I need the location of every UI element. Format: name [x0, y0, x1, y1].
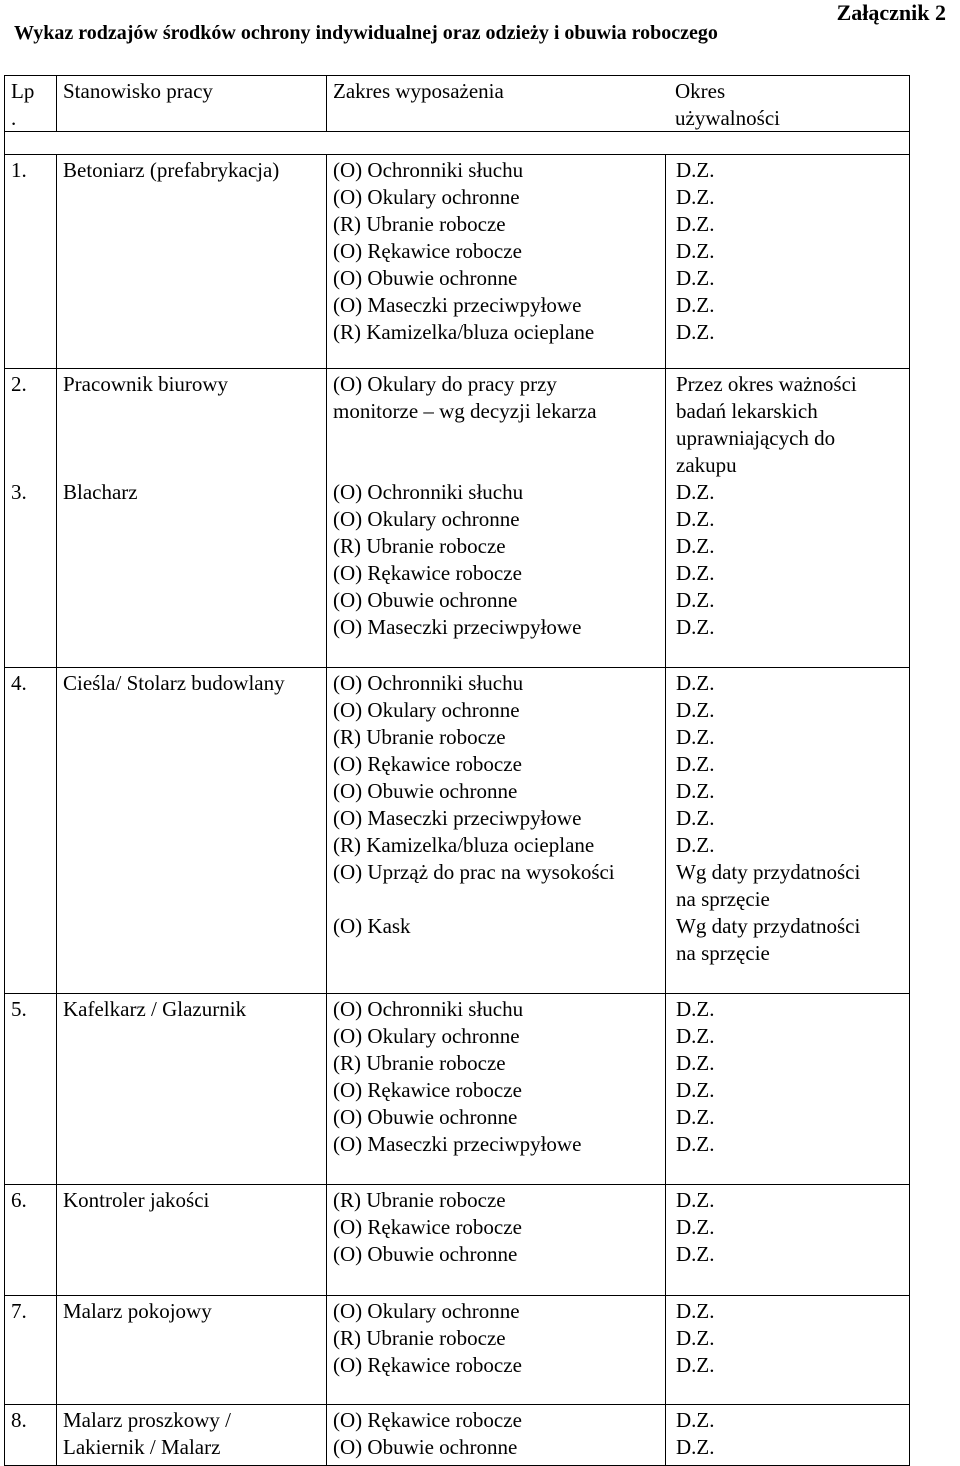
period-value: D.Z.: [676, 1353, 715, 1377]
equipment-item: [333, 886, 659, 913]
equipment-item: (O) Uprząż do prac na wysokości: [333, 860, 615, 884]
equipment-item: (O) Obuwie ochronne: [333, 779, 518, 803]
period-value: D.Z.: [676, 698, 715, 722]
period-value: D.Z.: [676, 1024, 715, 1048]
period-cell: [665, 369, 909, 477]
period-value: D.Z.: [676, 615, 715, 639]
period-value: D.Z.: [676, 1215, 715, 1239]
position-name: Pracownik biurowy: [63, 372, 229, 396]
equipment-item: (O) Ochronniki słuchu: [333, 480, 524, 504]
row-number: 7.: [5, 1296, 57, 1404]
position-name: Betoniarz (prefabrykacja): [63, 158, 280, 182]
table-body: [5, 155, 909, 1465]
equipment-item: monitorze – wg decyzji lekarza: [333, 399, 597, 423]
period-value: D.Z.: [676, 266, 715, 290]
equipment-item: (O) Maseczki przeciwpyłowe: [333, 615, 582, 639]
table-header-row: [5, 76, 909, 132]
equipment-item: (O) Okulary ochronne: [333, 507, 520, 531]
equipment-item: (O) Obuwie ochronne: [333, 1435, 518, 1459]
equipment-item: (R) Kamizelka/bluza ocieplane: [333, 833, 595, 857]
equipment-cell: [327, 994, 665, 1184]
equipment-cell: [327, 155, 665, 368]
equipment-item: (O) Kask: [333, 914, 411, 938]
period-value: D.Z.: [676, 1051, 715, 1075]
equipment-item: (O) Maseczki przeciwpyłowe: [333, 806, 582, 830]
equipment-item: (R) Kamizelka/bluza ocieplane: [333, 320, 595, 344]
equipment-item: (O) Obuwie ochronne: [333, 588, 518, 612]
period-value: D.Z.: [676, 671, 715, 695]
row-number: 1.: [5, 155, 57, 368]
period-value: D.Z.: [676, 1132, 715, 1156]
equipment-item: (O) Okulary ochronne: [333, 185, 520, 209]
position-name: Lakiernik / Malarz: [63, 1435, 221, 1459]
header-lp-text: Lp: [11, 79, 35, 103]
period-value: D.Z.: [676, 185, 715, 209]
period-cell: [665, 668, 909, 993]
period-cell: [665, 155, 909, 368]
period-value: D.Z.: [676, 752, 715, 776]
header-period-line1: Okres: [675, 79, 726, 103]
period-value: D.Z.: [676, 1326, 715, 1350]
period-cell: [665, 1185, 909, 1295]
equipment-item: (R) Ubranie robocze: [333, 212, 506, 236]
period-cell: [665, 1296, 909, 1404]
position-name: Kafelkarz / Glazurnik: [63, 997, 247, 1021]
period-value: D.Z.: [676, 997, 715, 1021]
equipment-item: (O) Rękawice robocze: [333, 1353, 522, 1377]
equipment-item: (O) Rękawice robocze: [333, 1408, 522, 1432]
row-number: 6.: [5, 1185, 57, 1295]
equipment-item: (O) Ochronniki słuchu: [333, 158, 524, 182]
equipment-cell: [327, 1185, 665, 1295]
period-value: uprawniających do: [676, 426, 836, 450]
header-period-line2: używalności: [675, 106, 780, 130]
header-lp-text-dot: .: [11, 106, 17, 130]
equipment-item: (O) Obuwie ochronne: [333, 1105, 518, 1129]
document-title: Wykaz rodzajów środków ochrony indywidualnej oraz odzieży i obuwia roboczego: [14, 22, 718, 44]
period-value: D.Z.: [676, 833, 715, 857]
row-number: 4.: [5, 668, 57, 993]
period-value: zakupu: [676, 453, 737, 477]
period-value: D.Z.: [676, 507, 715, 531]
table-spacer-row: [5, 132, 909, 155]
position-cell: [57, 369, 327, 477]
period-value: D.Z.: [676, 561, 715, 585]
row-number: 3.: [5, 477, 57, 667]
header-period: [665, 76, 909, 131]
period-value: D.Z.: [676, 320, 715, 344]
period-value: Wg daty przydatności: [676, 860, 861, 884]
period-value: badań lekarskich: [676, 399, 818, 423]
position-cell: [57, 1296, 327, 1404]
position-name: Malarz proszkowy /: [63, 1408, 231, 1432]
equipment-item: (O) Okulary ochronne: [333, 698, 520, 722]
period-value: D.Z.: [676, 1078, 715, 1102]
equipment-cell: [327, 369, 665, 477]
equipment-item: (O) Maseczki przeciwpyłowe: [333, 1132, 582, 1156]
header-lp: [5, 76, 57, 131]
table-row: [5, 1405, 909, 1465]
position-cell: [57, 994, 327, 1184]
period-value: Przez okres ważności: [676, 372, 857, 396]
period-value: D.Z.: [676, 534, 715, 558]
equipment-item: (R) Ubranie robocze: [333, 725, 506, 749]
table-row: [5, 1296, 909, 1405]
position-name: Malarz pokojowy: [63, 1299, 212, 1323]
equipment-cell: [327, 1296, 665, 1404]
table-row: [5, 994, 909, 1185]
equipment-item: (O) Maseczki przeciwpyłowe: [333, 293, 582, 317]
row-number: 8.: [5, 1405, 57, 1465]
table-row: [5, 155, 909, 369]
equipment-table: [4, 75, 910, 1466]
equipment-item: (R) Ubranie robocze: [333, 1188, 506, 1212]
period-value: D.Z.: [676, 806, 715, 830]
equipment-item: (R) Ubranie robocze: [333, 1051, 506, 1075]
position-cell: [57, 668, 327, 993]
equipment-cell: [327, 477, 665, 667]
equipment-item: (O) Rękawice robocze: [333, 1215, 522, 1239]
period-value: D.Z.: [676, 1435, 715, 1459]
position-cell: [57, 477, 327, 667]
period-value: na sprzęcie: [676, 887, 770, 911]
annex-label: Załącznik 2: [836, 0, 946, 25]
period-value: D.Z.: [676, 1242, 715, 1266]
period-value: Wg daty przydatności: [676, 914, 861, 938]
equipment-item: (O) Obuwie ochronne: [333, 266, 518, 290]
period-value: D.Z.: [676, 588, 715, 612]
equipment-item: (O) Ochronniki słuchu: [333, 671, 524, 695]
equipment-item: (O) Okulary ochronne: [333, 1299, 520, 1323]
position-name: Blacharz: [63, 480, 138, 504]
equipment-item: (O) Rękawice robocze: [333, 239, 522, 263]
period-value: D.Z.: [676, 480, 715, 504]
header-position: Stanowisko pracy: [57, 76, 327, 131]
table-row: [5, 668, 909, 994]
table-row: [5, 477, 909, 668]
period-value: D.Z.: [676, 158, 715, 182]
table-row: [5, 1185, 909, 1296]
spacer-cell: [5, 132, 909, 154]
period-value: D.Z.: [676, 1299, 715, 1323]
position-cell: [57, 155, 327, 368]
equipment-item: (O) Obuwie ochronne: [333, 1242, 518, 1266]
equipment-item: (O) Ochronniki słuchu: [333, 997, 524, 1021]
period-value: D.Z.: [676, 1408, 715, 1432]
equipment-item: (O) Okulary ochronne: [333, 1024, 520, 1048]
row-number: 2.: [5, 369, 57, 477]
equipment-item: (R) Ubranie robocze: [333, 534, 506, 558]
position-cell: [57, 1405, 327, 1465]
equipment-cell: [327, 668, 665, 993]
equipment-item: (O) Rękawice robocze: [333, 561, 522, 585]
period-cell: [665, 1405, 909, 1465]
table-row: [5, 369, 909, 477]
header-equipment: Zakres wyposażenia: [333, 79, 504, 103]
equipment-item: (O) Rękawice robocze: [333, 1078, 522, 1102]
equipment-cell: [327, 1405, 665, 1465]
period-value: D.Z.: [676, 779, 715, 803]
position-cell: [57, 1185, 327, 1295]
equipment-item: (R) Ubranie robocze: [333, 1326, 506, 1350]
period-cell: [665, 477, 909, 667]
position-name: Kontroler jakości: [63, 1188, 210, 1212]
equipment-item: (O) Okulary do pracy przy: [333, 372, 557, 396]
row-number: 5.: [5, 994, 57, 1184]
period-value: D.Z.: [676, 1188, 715, 1212]
period-value: D.Z.: [676, 293, 715, 317]
equipment-item: (O) Rękawice robocze: [333, 752, 522, 776]
period-value: na sprzęcie: [676, 941, 770, 965]
period-value: D.Z.: [676, 1105, 715, 1129]
period-value: D.Z.: [676, 212, 715, 236]
position-name: Cieśla/ Stolarz budowlany: [63, 671, 285, 695]
period-value: D.Z.: [676, 725, 715, 749]
period-value: D.Z.: [676, 239, 715, 263]
period-cell: [665, 994, 909, 1184]
